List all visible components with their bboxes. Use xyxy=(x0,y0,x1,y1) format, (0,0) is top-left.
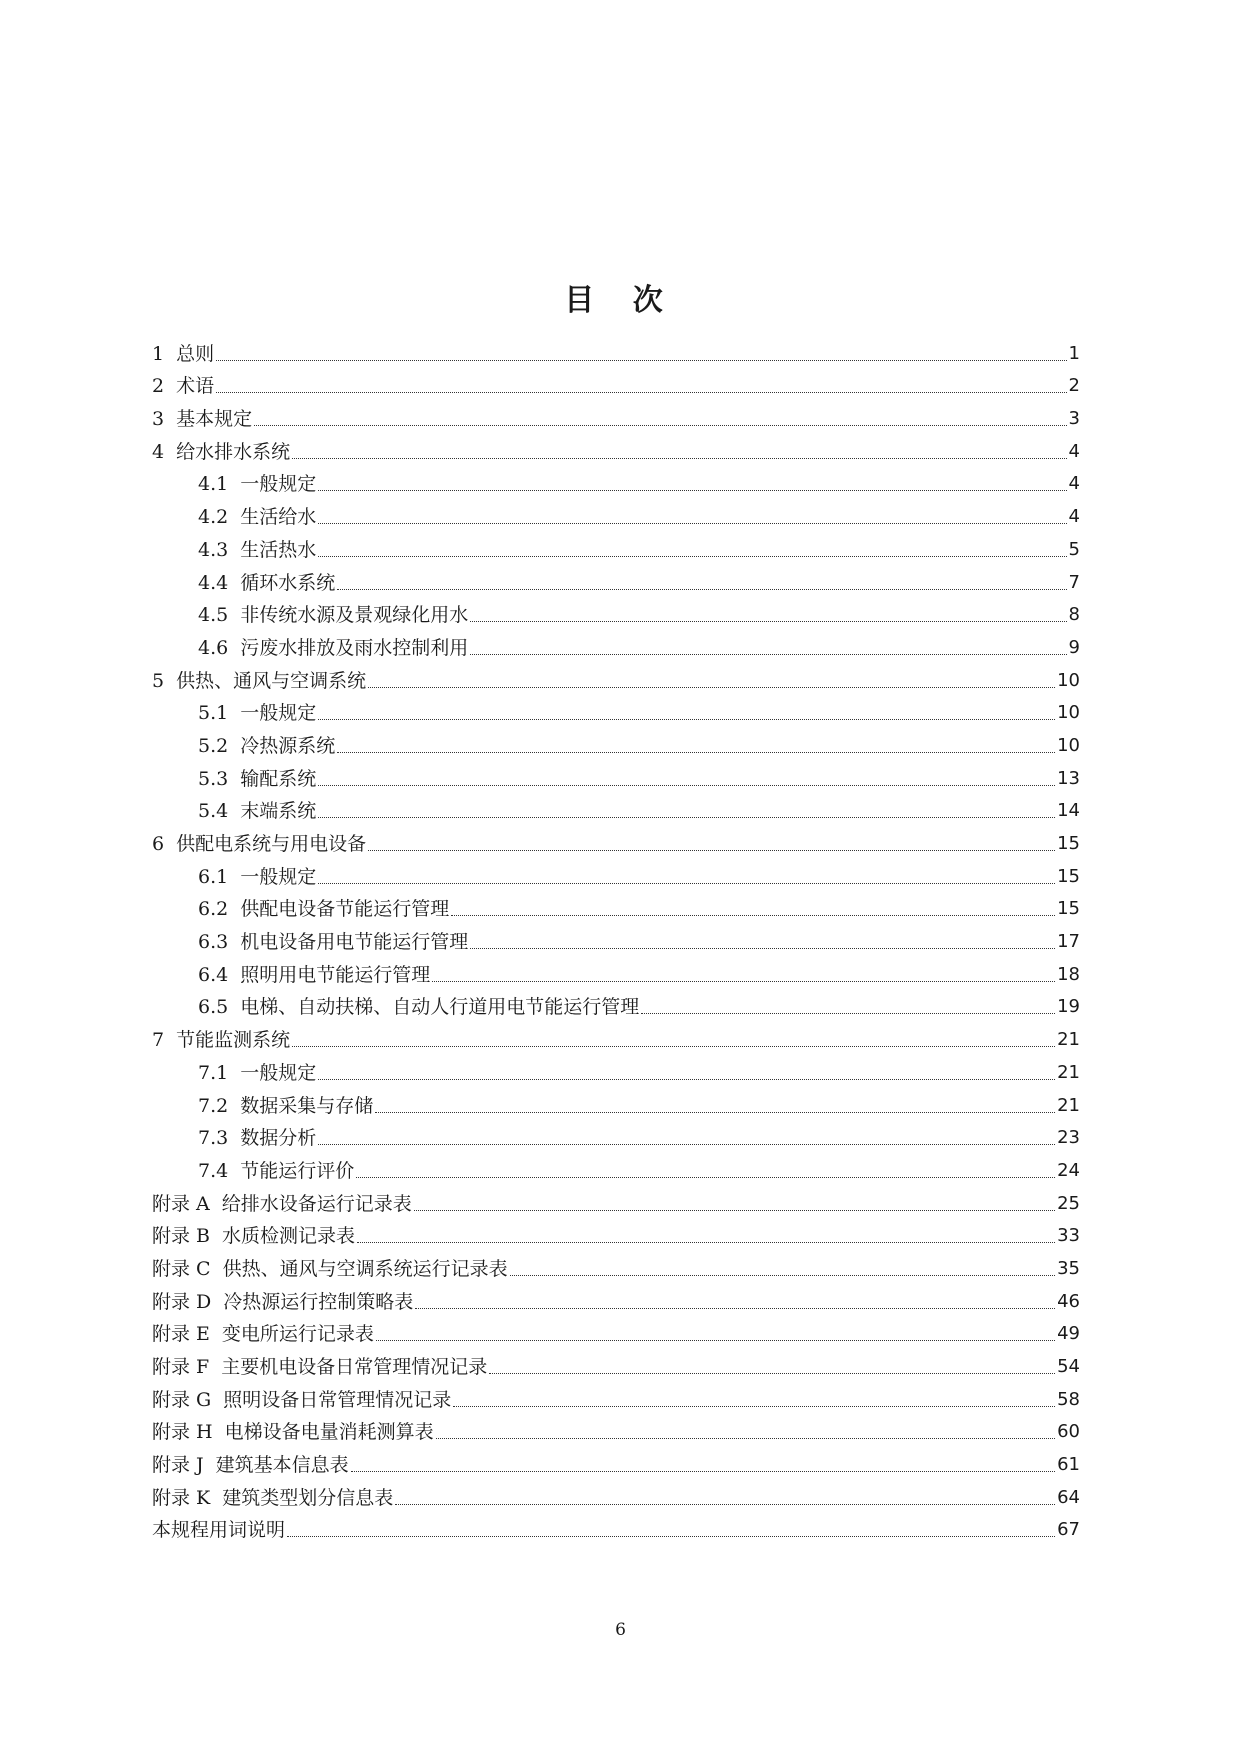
toc-entry-page: 13 xyxy=(1057,767,1080,789)
toc-entry-page: 19 xyxy=(1057,996,1080,1018)
toc-entry[interactable] xyxy=(152,1216,1080,1249)
dot-leader xyxy=(287,1536,1055,1537)
toc-entry-number: 1 xyxy=(152,342,165,365)
toc-entry-number: 附录 D xyxy=(152,1290,212,1313)
toc-entry[interactable] xyxy=(152,1118,1080,1151)
toc-entry[interactable] xyxy=(152,921,1080,954)
toc-entry[interactable] xyxy=(152,1314,1080,1347)
toc-entry-page: 60 xyxy=(1057,1421,1080,1443)
toc-entry-number: 7.1 xyxy=(198,1061,229,1084)
toc-entry-page: 10 xyxy=(1057,734,1080,756)
toc-entry-number: 附录 C xyxy=(152,1257,211,1280)
dot-leader xyxy=(415,1308,1055,1309)
toc-entry-number: 附录 H xyxy=(152,1421,213,1444)
dot-leader xyxy=(318,523,1066,524)
toc-entry-number: 4 xyxy=(152,440,165,463)
toc-entry[interactable] xyxy=(152,1150,1080,1183)
toc-entry-title: 基本规定 xyxy=(176,408,253,431)
toc-entry-title: 输配系统 xyxy=(240,767,317,790)
toc-entry-number: 7.3 xyxy=(198,1127,229,1150)
dot-leader xyxy=(216,360,1066,361)
toc-entry-title: 本规程用词说明 xyxy=(152,1519,286,1542)
toc-entry-number: 附录 K xyxy=(152,1486,211,1509)
toc-entry[interactable] xyxy=(152,595,1080,628)
toc-entry-title: 总则 xyxy=(176,342,215,365)
page-title: 目 次 xyxy=(564,283,677,318)
toc-entry-page: 4 xyxy=(1068,506,1080,528)
toc-entry-page: 15 xyxy=(1057,898,1080,920)
toc-entry[interactable] xyxy=(152,333,1080,366)
dot-leader xyxy=(368,850,1055,851)
dot-leader xyxy=(489,1373,1055,1374)
toc-entry[interactable] xyxy=(152,1412,1080,1445)
toc-entry-page: 4 xyxy=(1068,440,1080,462)
toc-entry-page: 21 xyxy=(1057,1061,1080,1083)
toc-entry[interactable] xyxy=(152,954,1080,987)
toc-entry[interactable] xyxy=(152,1281,1080,1314)
dot-leader xyxy=(318,719,1055,720)
toc-entry-title: 建筑基本信息表 xyxy=(215,1454,349,1477)
toc-entry-number: 5.2 xyxy=(198,734,229,757)
toc-entry-number: 5.4 xyxy=(198,800,229,823)
dot-leader xyxy=(292,458,1066,459)
toc-entry-page: 8 xyxy=(1068,604,1080,626)
dot-leader xyxy=(376,1340,1055,1341)
toc-entry-number: 附录 B xyxy=(152,1225,211,1248)
toc-entry-page: 5 xyxy=(1068,538,1080,560)
toc-entry[interactable] xyxy=(152,1379,1080,1412)
toc-entry-number: 7.2 xyxy=(198,1094,229,1117)
toc-entry[interactable] xyxy=(152,562,1080,595)
toc-entry-page: 18 xyxy=(1057,963,1080,985)
dot-leader xyxy=(318,1144,1055,1145)
toc-entry-page: 4 xyxy=(1068,473,1080,495)
toc-entry-title: 冷热源运行控制策略表 xyxy=(223,1290,414,1313)
toc-entry[interactable] xyxy=(152,431,1080,464)
toc-entry[interactable] xyxy=(152,758,1080,791)
dot-leader xyxy=(318,883,1055,884)
toc-entry-page: 9 xyxy=(1068,636,1080,658)
toc-entry[interactable] xyxy=(152,889,1080,922)
dot-leader xyxy=(318,556,1066,557)
dot-leader xyxy=(453,1406,1055,1407)
toc-entry-title: 照明设备日常管理情况记录 xyxy=(223,1388,452,1411)
toc-entry[interactable] xyxy=(152,1477,1080,1510)
toc-entry[interactable] xyxy=(152,1444,1080,1477)
dot-leader xyxy=(395,1504,1055,1505)
dot-leader xyxy=(470,621,1066,622)
toc-entry[interactable] xyxy=(152,1248,1080,1281)
toc-entry-title: 电梯、自动扶梯、自动人行道用电节能运行管理 xyxy=(240,996,640,1019)
toc-entry-title: 冷热源系统 xyxy=(240,734,336,757)
toc-entry[interactable] xyxy=(152,1019,1080,1052)
toc-entry-number: 2 xyxy=(152,375,165,398)
toc-entry[interactable] xyxy=(152,398,1080,431)
dot-leader xyxy=(451,915,1055,916)
toc-entry-title: 建筑类型划分信息表 xyxy=(222,1486,394,1509)
toc-entry[interactable] xyxy=(152,1346,1080,1379)
toc-entry-number: 4.6 xyxy=(198,636,229,659)
toc-entry-title: 主要机电设备日常管理情况记录 xyxy=(221,1356,488,1378)
toc-entry-page: 24 xyxy=(1057,1159,1080,1181)
dot-leader xyxy=(318,785,1055,786)
toc-entry-page: 14 xyxy=(1057,800,1080,822)
toc-entry-title: 供热、通风与空调系统运行记录表 xyxy=(222,1257,508,1280)
dot-leader xyxy=(292,1046,1055,1047)
toc-entry-title: 污废水排放及雨水控制利用 xyxy=(240,636,469,659)
toc-entry-page: 3 xyxy=(1068,408,1080,430)
toc-entry-page: 10 xyxy=(1057,702,1080,724)
toc-entry-number: 5.1 xyxy=(198,702,229,725)
toc-entry-page: 1 xyxy=(1068,342,1080,364)
toc-entry-number: 6.2 xyxy=(198,898,229,921)
toc-entry-title: 循环水系统 xyxy=(240,571,336,594)
toc-entry-number: 4.3 xyxy=(198,538,229,561)
toc-entry-page: 2 xyxy=(1068,375,1080,397)
toc-entry-page: 23 xyxy=(1057,1127,1080,1149)
toc-entry-title: 节能运行评价 xyxy=(240,1159,355,1182)
toc-entry[interactable] xyxy=(152,660,1080,693)
dot-leader xyxy=(368,687,1055,688)
toc-entry-title: 机电设备用电节能运行管理 xyxy=(240,931,469,954)
toc-entry[interactable] xyxy=(152,529,1080,562)
toc-entry[interactable] xyxy=(152,856,1080,889)
toc-entry-title: 供配电设备节能运行管理 xyxy=(240,898,450,921)
toc-entry-page: 35 xyxy=(1057,1257,1080,1279)
toc-entry-title: 水质检测记录表 xyxy=(222,1225,356,1248)
dot-leader xyxy=(216,392,1066,393)
toc-entry-title: 给水排水系统 xyxy=(176,440,291,463)
toc-entry[interactable] xyxy=(152,1510,1080,1543)
toc-entry-number: 附录 G xyxy=(152,1388,212,1411)
toc-entry-number: 5 xyxy=(152,669,165,692)
toc-entry-page: 7 xyxy=(1068,571,1080,593)
toc-entry[interactable] xyxy=(152,464,1080,497)
toc-entry-title: 变电所运行记录表 xyxy=(221,1323,374,1346)
toc-entry-number: 附录 A xyxy=(152,1192,210,1215)
toc-entry[interactable] xyxy=(152,627,1080,660)
toc-entry-page: 54 xyxy=(1057,1356,1080,1377)
toc-entry-number: 3 xyxy=(152,408,165,431)
toc-entry-title: 非传统水源及景观绿化用水 xyxy=(240,604,469,627)
toc-entry-number: 6.3 xyxy=(198,931,229,954)
toc-entry-number: 6.1 xyxy=(198,865,229,888)
page-number: 6 xyxy=(615,1620,626,1640)
toc-entry-page: 21 xyxy=(1057,1029,1080,1051)
toc-entry-number: 附录 J xyxy=(152,1454,204,1477)
toc-entry-title: 供热、通风与空调系统 xyxy=(176,669,367,692)
toc-entry-title: 末端系统 xyxy=(240,800,317,823)
toc-entry-page: 61 xyxy=(1057,1454,1080,1476)
toc-entry-title: 供配电系统与用电设备 xyxy=(176,833,367,855)
toc-entry-page: 17 xyxy=(1057,931,1080,953)
toc-entry-number: 附录 F xyxy=(152,1356,210,1378)
toc-entry-page: 64 xyxy=(1057,1486,1080,1508)
toc-entry-number: 4.1 xyxy=(198,473,229,496)
toc-entry-number: 附录 E xyxy=(152,1323,210,1346)
toc-entry-number: 4.4 xyxy=(198,571,229,594)
toc-entry-number: 4.2 xyxy=(198,506,229,529)
toc-entry[interactable] xyxy=(152,693,1080,726)
toc-entry-page: 15 xyxy=(1057,865,1080,887)
toc-entry-page: 10 xyxy=(1057,669,1080,691)
dot-leader xyxy=(318,490,1066,491)
table-of-contents xyxy=(152,333,1080,1542)
toc-entry[interactable] xyxy=(152,823,1080,856)
dot-leader xyxy=(254,425,1066,426)
toc-entry-title: 生活热水 xyxy=(240,538,317,561)
dot-leader xyxy=(436,1438,1055,1439)
toc-entry-title: 生活给水 xyxy=(240,506,317,529)
toc-entry[interactable] xyxy=(152,1052,1080,1085)
toc-entry-title: 数据采集与存储 xyxy=(240,1094,374,1117)
dot-leader xyxy=(318,1079,1055,1080)
toc-entry[interactable] xyxy=(152,496,1080,529)
toc-entry[interactable] xyxy=(152,791,1080,824)
toc-entry-page: 46 xyxy=(1057,1290,1080,1312)
toc-entry-title: 一般规定 xyxy=(240,865,317,888)
dot-leader xyxy=(414,1210,1055,1211)
dot-leader xyxy=(356,1177,1055,1178)
toc-entry-page: 49 xyxy=(1057,1323,1080,1345)
toc-entry-page: 33 xyxy=(1057,1225,1080,1247)
toc-entry-title: 照明用电节能运行管理 xyxy=(240,963,431,986)
toc-entry-page: 15 xyxy=(1057,833,1080,854)
dot-leader xyxy=(470,654,1066,655)
toc-entry-title: 一般规定 xyxy=(240,473,317,496)
toc-entry-number: 4.5 xyxy=(198,604,229,627)
toc-entry-title: 数据分析 xyxy=(240,1127,317,1150)
toc-entry-page: 67 xyxy=(1057,1519,1080,1541)
dot-leader xyxy=(641,1013,1055,1014)
toc-entry-title: 电梯设备电量消耗测算表 xyxy=(224,1421,434,1444)
dot-leader xyxy=(432,981,1055,982)
toc-entry-page: 25 xyxy=(1057,1192,1080,1214)
toc-entry-title: 术语 xyxy=(176,375,215,398)
toc-entry[interactable] xyxy=(152,366,1080,399)
toc-entry-title: 给排水设备运行记录表 xyxy=(221,1192,412,1215)
toc-entry-number: 6.5 xyxy=(198,996,229,1019)
toc-entry[interactable] xyxy=(152,987,1080,1020)
toc-entry-number: 7.4 xyxy=(198,1159,229,1182)
toc-entry-title: 一般规定 xyxy=(240,702,317,725)
toc-entry-page: 21 xyxy=(1057,1094,1080,1116)
dot-leader xyxy=(351,1471,1055,1472)
toc-entry-number: 7 xyxy=(152,1029,165,1052)
toc-entry-number: 6.4 xyxy=(198,963,229,986)
dot-leader xyxy=(337,752,1055,753)
dot-leader xyxy=(510,1275,1056,1276)
dot-leader xyxy=(470,948,1055,949)
toc-entry-number: 5.3 xyxy=(198,767,229,790)
dot-leader xyxy=(318,817,1055,818)
dot-leader xyxy=(357,1242,1055,1243)
dot-leader xyxy=(375,1112,1055,1113)
toc-entry[interactable] xyxy=(152,1085,1080,1118)
toc-entry-page: 58 xyxy=(1057,1388,1080,1410)
toc-entry[interactable] xyxy=(152,1183,1080,1216)
toc-entry[interactable] xyxy=(152,725,1080,758)
toc-entry-number: 6 xyxy=(152,833,165,855)
toc-entry-title: 节能监测系统 xyxy=(176,1029,291,1052)
dot-leader xyxy=(337,589,1066,590)
toc-entry-title: 一般规定 xyxy=(240,1061,317,1084)
